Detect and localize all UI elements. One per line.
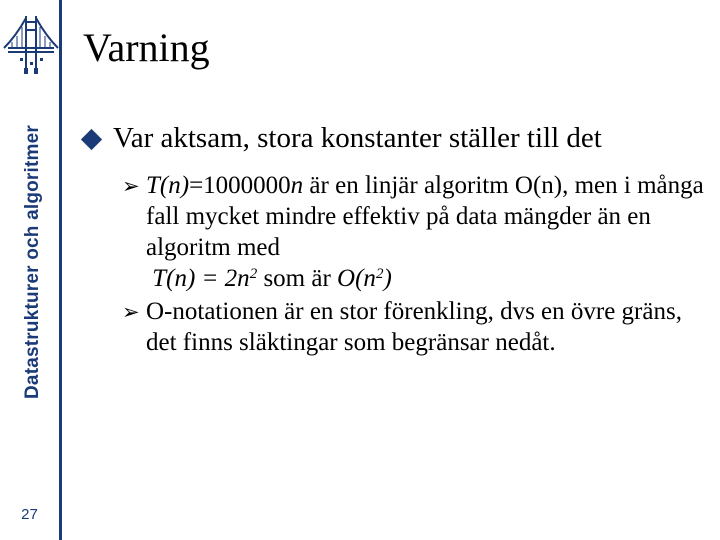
formula-n: n	[290, 172, 304, 199]
sub-text-part: som är	[257, 265, 338, 292]
main-bullet-text: Var aktsam, stora konstanter ställer till det	[113, 122, 602, 154]
formula-constant: =1000000	[189, 172, 291, 199]
formula-tn: T(n)	[146, 172, 190, 199]
sub-bullet-item	[122, 170, 707, 294]
slide-title: Varning	[83, 25, 210, 70]
formula-big-o: O(n	[337, 265, 376, 292]
bridge-logo-icon	[2, 12, 60, 76]
arrow-bullet-icon: ➢	[122, 174, 140, 198]
sub-bullet-item	[122, 296, 707, 358]
exponent: 2	[249, 265, 258, 282]
exponent: 2	[375, 265, 384, 282]
page-number: 27	[21, 506, 38, 523]
sidebar	[0, 0, 62, 540]
sub-bullet-text: O-notationen är en stor förenkling, dvs en övre gräns, det finns släktingar som begränsar nedåt.	[146, 298, 682, 356]
diamond-bullet-icon	[81, 129, 102, 150]
course-title-vertical: Datastrukturer och algoritmer	[22, 125, 43, 399]
sub-bullet-list	[122, 170, 707, 360]
arrow-bullet-icon: ➢	[122, 300, 140, 324]
main-bullet	[80, 121, 700, 156]
sub-bullet-text	[146, 170, 707, 294]
formula-quadratic: T(n) = 2n	[152, 265, 250, 292]
sub-text-part: är en linjär algoritm O(n), men i många fall mycket mindre effektiv på data mängder än en algoritm med	[146, 172, 704, 261]
formula-close: )	[383, 265, 392, 292]
